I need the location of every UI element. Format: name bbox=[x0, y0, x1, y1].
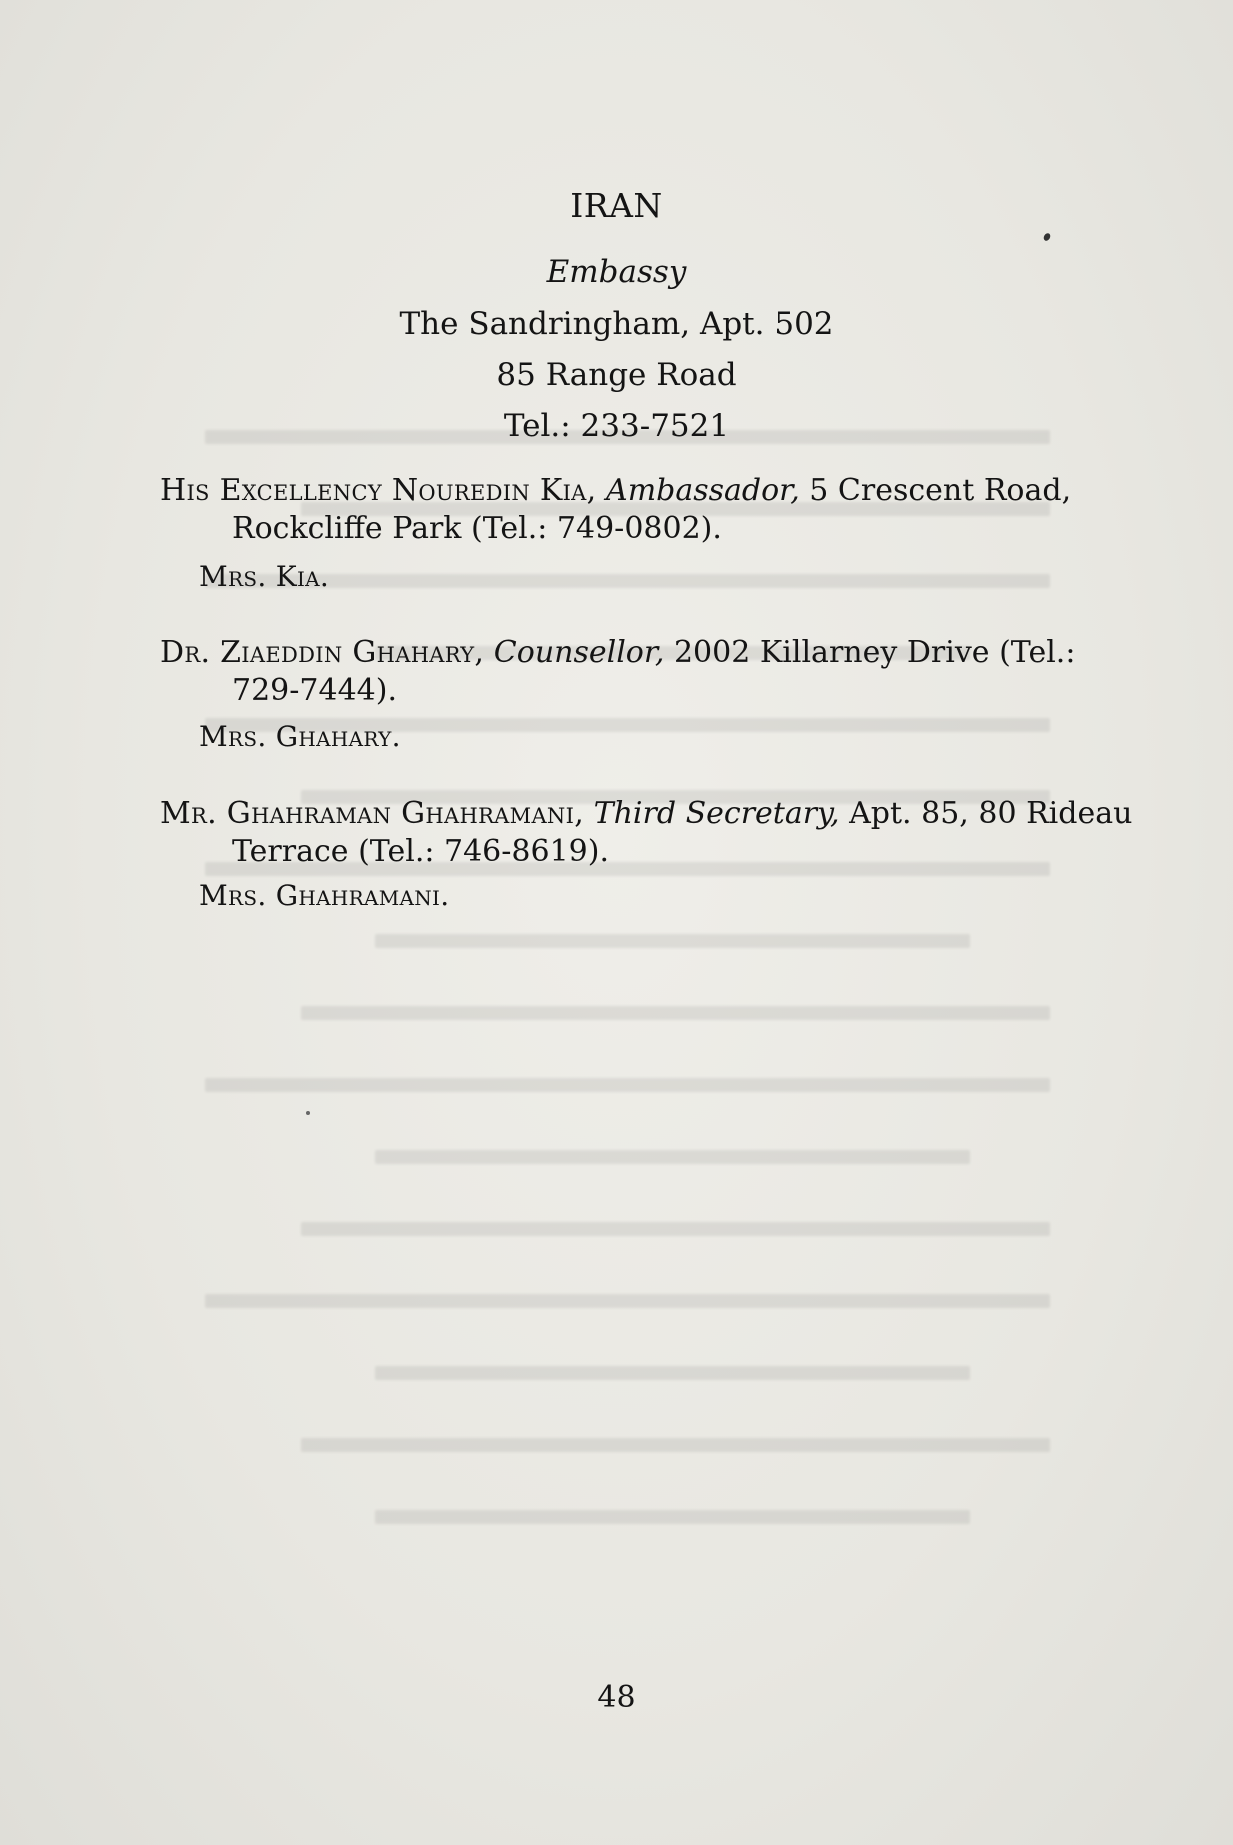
address-line-2: 85 Range Road bbox=[496, 357, 737, 393]
page-number: 48 bbox=[597, 1680, 636, 1715]
diplomat-details: 5 Crescent Road, Rockcliffe Park (Tel.: 749-0802). bbox=[232, 473, 1072, 546]
diplomat-title: Counsellor, bbox=[493, 635, 665, 670]
diplomat-title: Third Secretary, bbox=[593, 796, 840, 831]
spouse-name: Mrs. Ghahramani. bbox=[199, 879, 450, 912]
address-line-1: The Sandringham, Apt. 502 bbox=[399, 306, 834, 342]
section-heading: Embassy bbox=[546, 254, 687, 290]
ink-mark bbox=[1042, 232, 1051, 242]
embassy-telephone: Tel.: 233-7521 bbox=[503, 408, 730, 444]
diplomat-title: Ambassador, bbox=[606, 473, 800, 508]
diplomat-name: Mr. Ghahraman Ghahramani, bbox=[160, 796, 585, 831]
bleed-through-text bbox=[130, 430, 1090, 1530]
diplomat-entry bbox=[160, 634, 1152, 710]
ink-speck bbox=[306, 1111, 310, 1115]
diplomat-entry bbox=[160, 472, 1152, 548]
diplomat-entry bbox=[160, 795, 1152, 871]
diplomat-name: Dr. Ziaeddin Ghahary, bbox=[160, 635, 485, 670]
spouse-name: Mrs. Kia. bbox=[199, 560, 330, 593]
diplomat-details: Apt. 85, 80 Rideau Terrace (Tel.: 746-8619). bbox=[232, 796, 1133, 869]
spouse-name: Mrs. Ghahary. bbox=[199, 720, 401, 753]
diplomat-details: 2002 Killarney Drive (Tel.: 729-7444). bbox=[232, 635, 1076, 708]
country-heading: IRAN bbox=[570, 186, 663, 225]
diplomat-name: His Excellency Nouredin Kia, bbox=[160, 473, 597, 508]
